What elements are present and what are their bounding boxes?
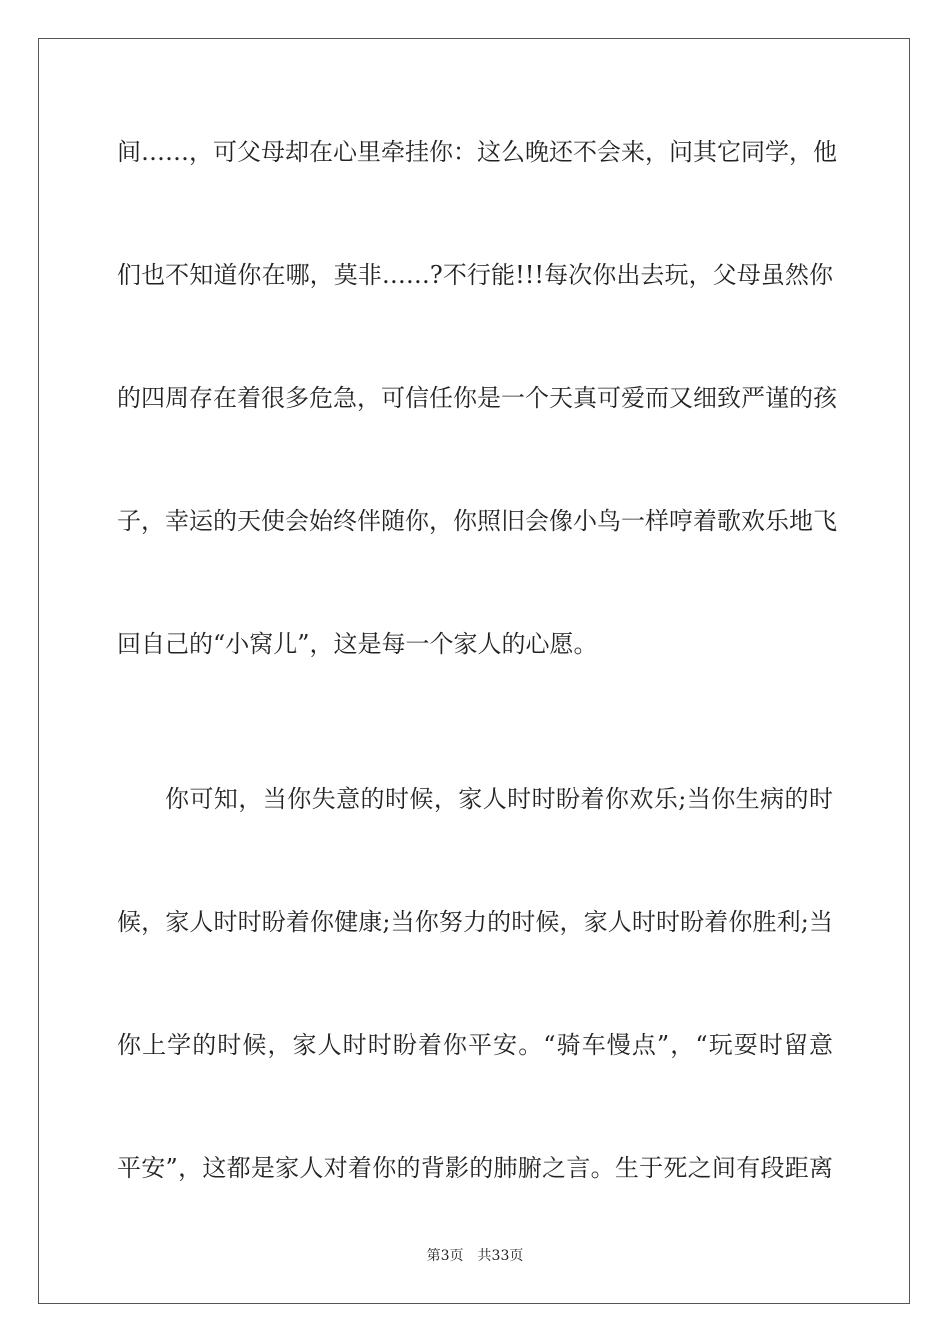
page-footer xyxy=(0,1247,950,1265)
text-line: 们也不知道你在哪，莫非……?不行能!!!每次你出去玩，父母虽然你 xyxy=(117,261,833,289)
page-number: 第3页 xyxy=(426,1248,464,1264)
page-frame xyxy=(38,38,910,1304)
text-line: 子，幸运的天使会始终伴随你，你照旧会像小鸟一样哼着歌欢乐地飞 xyxy=(117,507,837,535)
text-line: 回自己的“小窝儿”，这是每一个家人的心愿。 xyxy=(117,630,598,658)
text-line: 间……，可父母却在心里牵挂你：这么晚还不会来，问其它同学，他 xyxy=(117,138,837,166)
text-line: 候，家人时时盼着你健康;当你努力的时候，家人时时盼着你胜利;当 xyxy=(117,908,833,936)
text-line: 你上学的时候，家人时时盼着你平安。“骑车慢点”，“玩耍时留意 xyxy=(117,1031,833,1059)
page-total: 共33页 xyxy=(477,1248,524,1264)
paragraph-first-line: 你可知，当你失意的时候，家人时时盼着你欢乐;当你生病的时 xyxy=(165,785,833,813)
text-line: 的四周存在着很多危急，可信任你是一个天真可爱而又细致严谨的孩 xyxy=(117,384,837,412)
text-line: 平安”，这都是家人对着你的背影的肺腑之言。生于死之间有段距离 xyxy=(117,1154,833,1182)
